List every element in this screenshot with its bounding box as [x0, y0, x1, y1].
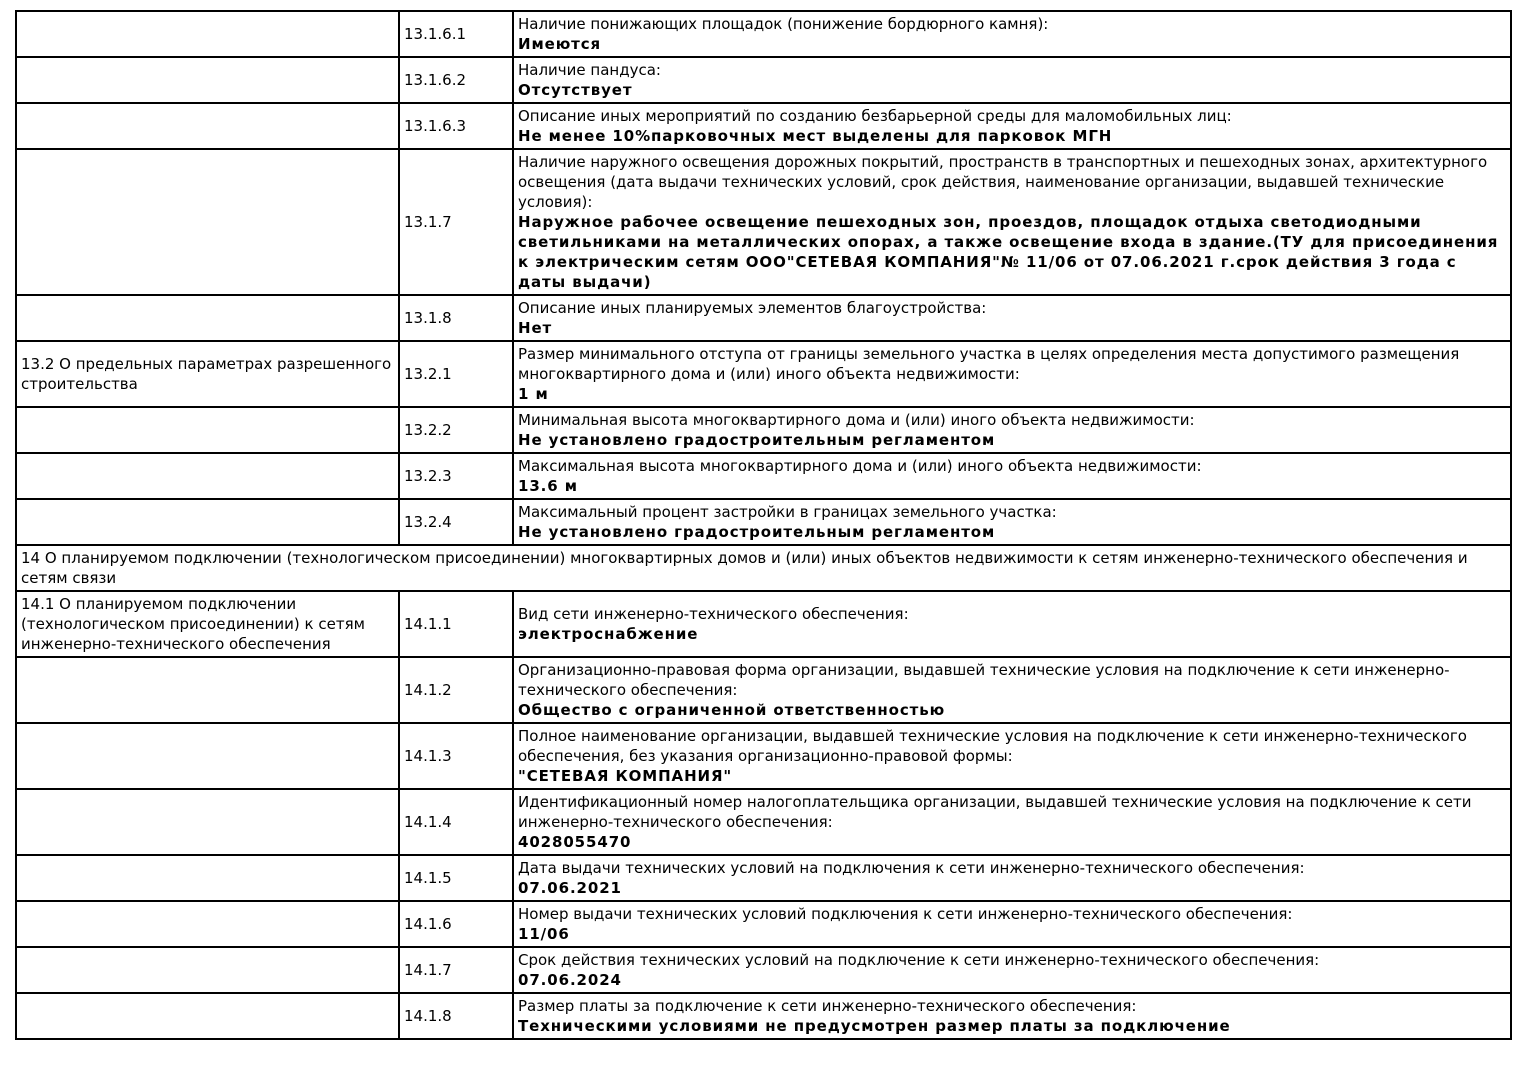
item-value: Наружное рабочее освещение пешеходных зон, проездов, площадок отдыха светодиодными светильниками на металлических опорах, а также освещение входа в здание.(ТУ для присоединения к электрическим сетям ООО"СЕТЕВАЯ КОМПАНИЯ"№ 11/06 от 07.06.2021 г.срок действия 3 года с даты выдачи): [518, 213, 1499, 291]
section-header-row: [16, 545, 1511, 591]
item-number-cell: 13.1.8: [399, 295, 513, 341]
section-title-cell: [16, 149, 399, 295]
item-number-cell: 13.1.6.2: [399, 57, 513, 103]
section-title-cell: [16, 103, 399, 149]
item-label: Наличие наружного освещения дорожных покрытий, пространств в транспортных и пешеходных зонах, архитектурного освещения (дата выдачи технических условий, срок действия, наименование организации, выдавшей технические условия):: [518, 153, 1488, 211]
item-label: Описание иных мероприятий по созданию безбарьерной среды для маломобильных лиц:: [518, 107, 1232, 125]
item-label: Идентификационный номер налогоплательщика организации, выдавшей технические условия на подключение к сети инженерно-технического обеспечения:: [518, 793, 1472, 831]
item-value: 07.06.2021: [518, 879, 622, 897]
item-number-cell: 13.2.4: [399, 499, 513, 545]
section-header-cell: 14 О планируемом подключении (технологическом присоединении) многоквартирных домов и (или) иных объектов недвижимости к сетям инженерно-технического обеспечения и сетям связи: [16, 545, 1511, 591]
table-row: [16, 723, 1511, 789]
item-content-cell: [513, 723, 1511, 789]
item-value: 11/06: [518, 925, 570, 943]
item-content-cell: [513, 11, 1511, 57]
item-content-cell: [513, 591, 1511, 657]
item-label: Номер выдачи технических условий подключения к сети инженерно-технического обеспечения:: [518, 905, 1293, 923]
item-number-cell: 14.1.4: [399, 789, 513, 855]
item-value: "СЕТЕВАЯ КОМПАНИЯ": [518, 767, 733, 785]
project-declaration-document: [15, 10, 1512, 1040]
table-row: [16, 57, 1511, 103]
item-label: Вид сети инженерно-технического обеспечения:: [518, 605, 909, 623]
item-content-cell: [513, 149, 1511, 295]
item-label: Полное наименование организации, выдавшей технические условия на подключение к сети инженерно-технического обеспечения, без указания организационно-правовой формы:: [518, 727, 1467, 765]
item-content-cell: [513, 947, 1511, 993]
section-title-cell: [16, 789, 399, 855]
item-number-cell: 14.1.8: [399, 993, 513, 1039]
item-label: Организационно-правовая форма организации, выдавшей технические условия на подключение к сети инженерно-технического обеспечения:: [518, 661, 1450, 699]
table-row: [16, 341, 1511, 407]
section-title-cell: [16, 947, 399, 993]
item-value: 1 м: [518, 385, 549, 403]
table-row: [16, 295, 1511, 341]
table-row: [16, 453, 1511, 499]
section-title-cell: 13.2 О предельных параметрах разрешенного строительства: [16, 341, 399, 407]
item-content-cell: [513, 453, 1511, 499]
table-row: [16, 947, 1511, 993]
item-number-cell: 13.2.1: [399, 341, 513, 407]
item-value: Не менее 10%парковочных мест выделены для парковок МГН: [518, 127, 1113, 145]
table-row: [16, 855, 1511, 901]
item-number-cell: 14.1.2: [399, 657, 513, 723]
item-label: Наличие пандуса:: [518, 61, 661, 79]
section-title-cell: [16, 657, 399, 723]
table-row: [16, 499, 1511, 545]
item-content-cell: [513, 407, 1511, 453]
item-value: 07.06.2024: [518, 971, 622, 989]
item-value: 4028055470: [518, 833, 632, 851]
item-label: Размер платы за подключение к сети инженерно-технического обеспечения:: [518, 997, 1137, 1015]
table-row: [16, 901, 1511, 947]
table-row: [16, 103, 1511, 149]
item-number-cell: 13.1.7: [399, 149, 513, 295]
item-content-cell: [513, 295, 1511, 341]
table-row: [16, 789, 1511, 855]
item-label: Максимальная высота многоквартирного дома и (или) иного объекта недвижимости:: [518, 457, 1202, 475]
section-title-cell: [16, 407, 399, 453]
item-content-cell: [513, 341, 1511, 407]
section-title-cell: [16, 11, 399, 57]
item-value: Имеются: [518, 35, 602, 53]
item-value: Отсутствует: [518, 81, 633, 99]
item-content-cell: [513, 789, 1511, 855]
item-content-cell: [513, 499, 1511, 545]
item-number-cell: 14.1.6: [399, 901, 513, 947]
item-number-cell: 13.2.3: [399, 453, 513, 499]
item-number-cell: 14.1.5: [399, 855, 513, 901]
table-row: [16, 993, 1511, 1039]
item-content-cell: [513, 901, 1511, 947]
section-title-cell: [16, 855, 399, 901]
item-content-cell: [513, 103, 1511, 149]
item-number-cell: 14.1.3: [399, 723, 513, 789]
item-content-cell: [513, 57, 1511, 103]
item-content-cell: [513, 855, 1511, 901]
item-value: Техническими условиями не предусмотрен размер платы за подключение: [518, 1017, 1231, 1035]
table-row: [16, 591, 1511, 657]
item-value: Нет: [518, 319, 553, 337]
item-label: Срок действия технических условий на подключение к сети инженерно-технического обеспечения:: [518, 951, 1320, 969]
section-title-cell: [16, 57, 399, 103]
table-row: [16, 149, 1511, 295]
table-row: [16, 407, 1511, 453]
section-title-cell: [16, 453, 399, 499]
section-title-cell: [16, 723, 399, 789]
item-value: Не установлено градостроительным регламентом: [518, 523, 996, 541]
item-label: Наличие понижающих площадок (понижение бордюрного камня):: [518, 15, 1049, 33]
section-title-cell: [16, 295, 399, 341]
section-title-cell: [16, 993, 399, 1039]
item-label: Размер минимального отступа от границы земельного участка в целях определения места допустимого размещения многоквартирного дома и (или) иного объекта недвижимости:: [518, 345, 1460, 383]
item-label: Минимальная высота многоквартирного дома и (или) иного объекта недвижимости:: [518, 411, 1195, 429]
table-row: [16, 11, 1511, 57]
item-value: 13.6 м: [518, 477, 578, 495]
item-value: электроснабжение: [518, 625, 699, 643]
section-title-cell: [16, 901, 399, 947]
declaration-table: [15, 10, 1512, 1040]
item-number-cell: 13.1.6.3: [399, 103, 513, 149]
item-number-cell: 14.1.1: [399, 591, 513, 657]
item-number-cell: 13.2.2: [399, 407, 513, 453]
item-value: Не установлено градостроительным регламентом: [518, 431, 996, 449]
item-number-cell: 14.1.7: [399, 947, 513, 993]
item-label: Максимальный процент застройки в границах земельного участка:: [518, 503, 1057, 521]
item-value: Общество с ограниченной ответственностью: [518, 701, 946, 719]
item-label: Описание иных планируемых элементов благоустройства:: [518, 299, 987, 317]
declaration-table-body: [16, 11, 1511, 1039]
item-content-cell: [513, 657, 1511, 723]
section-title-cell: [16, 499, 399, 545]
item-number-cell: 13.1.6.1: [399, 11, 513, 57]
section-title-cell: 14.1 О планируемом подключении (технологическом присоединении) к сетям инженерно-технического обеспечения: [16, 591, 399, 657]
table-row: [16, 657, 1511, 723]
item-content-cell: [513, 993, 1511, 1039]
item-label: Дата выдачи технических условий на подключения к сети инженерно-технического обеспечения:: [518, 859, 1305, 877]
